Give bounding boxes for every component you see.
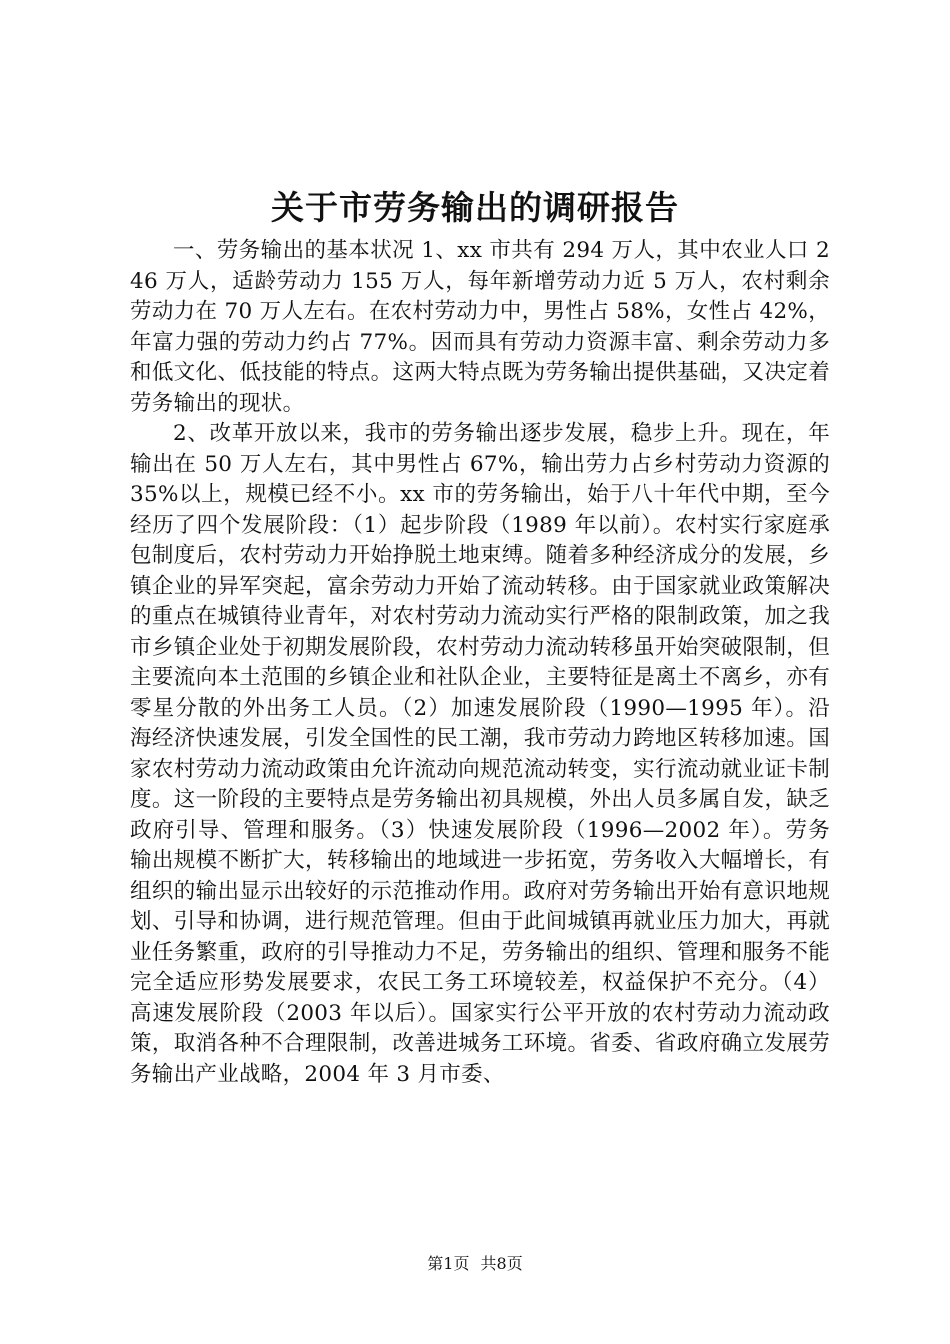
page-footer: [0, 1253, 950, 1275]
document-title: 关于市劳务输出的调研报告: [271, 188, 679, 227]
page-number-total: 共8页: [480, 1254, 523, 1273]
paragraph-1: 一、劳务输出的基本状况 1、xx 市共有 294 万人，其中农业人口 246 万人，适龄劳动力 155 万人，每年新增劳动力近 5 万人，农村剩余劳动力在 70 万人左右。在农村劳动力中，男性占 58%，女性占 42%，年富力强的劳动力约占 77%。因而具有劳动力资源丰富、剩余劳动力多和低文化、低技能的特点。这两大特点既为劳务输出提供基础，又决定着劳务输出的现状。: [130, 238, 830, 416]
paragraph-2: 2、改革开放以来，我市的劳务输出逐步发展，稳步上升。现在，年输出在 50 万人左右，其中男性占 67%，输出劳力占乡村劳动力资源的 35%以上，规模已经不小。xx 市的劳务输出，始于八十年代中期，至今经历了四个发展阶段：（1）起步阶段（1989 年以前）。农村实行家庭承包制度后，农村劳动力开始挣脱土地束缚。随着多种经济成分的发展，乡镇企业的异军突起，富余劳动力开始了流动转移。由于国家就业政策解决的重点在城镇待业青年，对农村劳动力流动实行严格的限制政策，加之我市乡镇企业处于初期发展阶段，农村劳动力流动转移虽开始突破限制，但主要流向本土范围的乡镇企业和社队企业，主要特征是离土不离乡，亦有零星分散的外出务工人员。（2）加速发展阶段（1990—1995 年）。沿海经济快速发展，引发全国性的民工潮，我市劳动力跨地区转移加速。国家农村劳动力流动政策由允许流动向规范流动转变，实行流动就业证卡制度。这一阶段的主要特点是劳务输出初具规模，外出人员多属自发，缺乏政府引导、管理和服务。（3）快速发展阶段（1996—2002 年）。劳务输出规模不断扩大，转移输出的地域进一步拓宽，劳务收入大幅增长，有组织的输出显示出较好的示范推动作用。政府对劳务输出开始有意识地规划、引导和协调，进行规范管理。但由于此间城镇再就业压力加大，再就业任务繁重，政府的引导推动力不足，劳务输出的组织、管理和服务不能完全适应形势发展要求，农民工务工环境较差，权益保护不充分。（4）高速发展阶段（2003 年以后）。国家实行公平开放的农村劳动力流动政策，取消各种不合理限制，改善进城务工环境。省委、省政府确立发展劳务输出产业战略，2004 年 3 月市委、: [130, 421, 830, 1087]
page-number-current: 第1页: [427, 1254, 470, 1273]
document-body: [130, 236, 830, 1090]
